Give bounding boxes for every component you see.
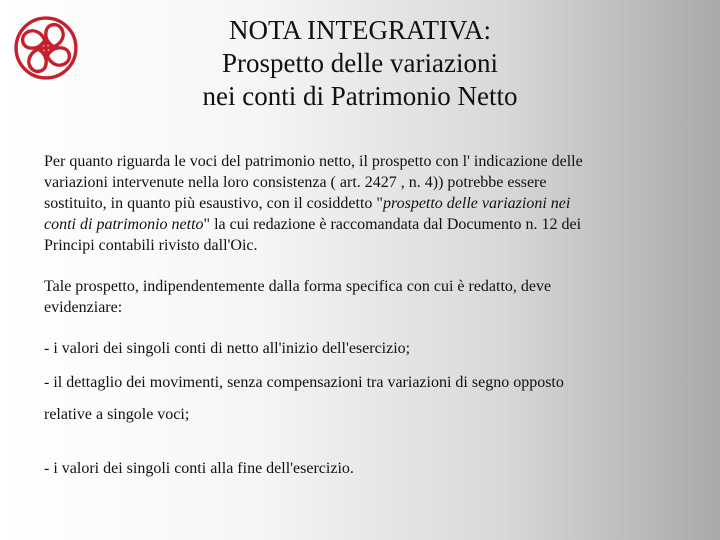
paragraph-1-line-4-italic: conti di patrimonio netto xyxy=(44,216,204,233)
bullet-item-1 xyxy=(44,338,684,359)
bullet-item-3-text: - i valori dei singoli conti alla fine dell'esercizio. xyxy=(44,460,354,477)
paragraph-1-line-4 xyxy=(44,214,684,235)
paragraph-1-line-3 xyxy=(44,193,684,214)
slide-title xyxy=(150,14,570,113)
paragraph-1-line-4-suffix: " la cui redazione è raccomandata dal Documento n. 12 dei xyxy=(203,216,582,233)
spacer xyxy=(44,439,684,442)
bullet-item-2 xyxy=(44,375,684,423)
paragraph-1-line-3-italic: prospetto delle variazioni nei xyxy=(382,195,571,212)
rosette-logo-icon xyxy=(12,14,80,82)
title-line-1: NOTA INTEGRATIVA: xyxy=(228,15,492,45)
paragraph-patrimonio-netto xyxy=(44,151,684,256)
paragraph-1-line-2: variazioni intervenute nella loro consistenza ( art. 2427 , n. 4)) potrebbe essere xyxy=(44,174,547,191)
bullet-item-1-text: - i valori dei singoli conti di netto all'inizio dell'esercizio; xyxy=(44,340,411,357)
paragraph-tale-prospetto xyxy=(44,276,684,318)
bullet-item-2-line-2: relative a singole voci; xyxy=(44,406,190,423)
title-line-2: Prospetto delle variazioni xyxy=(222,48,498,78)
bullet-item-2-line-1: - il dettaglio dei movimenti, senza compensazioni tra variazioni di segno opposto xyxy=(44,374,564,391)
paragraph-2-line-2: evidenziare: xyxy=(44,299,123,316)
slide-body xyxy=(44,151,684,495)
bullet-item-3 xyxy=(44,458,684,479)
paragraph-1-line-3-prefix: sostituito, in quanto più esaustivo, con il cosiddetto " xyxy=(44,195,383,212)
paragraph-1-line-1: Per quanto riguarda le voci del patrimonio netto, il prospetto con l' indicazione delle xyxy=(44,153,583,170)
paragraph-1-line-5: Principi contabili rivisto dall'Oic. xyxy=(44,237,258,254)
paragraph-2-line-1: Tale prospetto, indipendentemente dalla forma specifica con cui è redatto, deve xyxy=(44,278,552,295)
title-line-3: nei conti di Patrimonio Netto xyxy=(202,81,518,111)
